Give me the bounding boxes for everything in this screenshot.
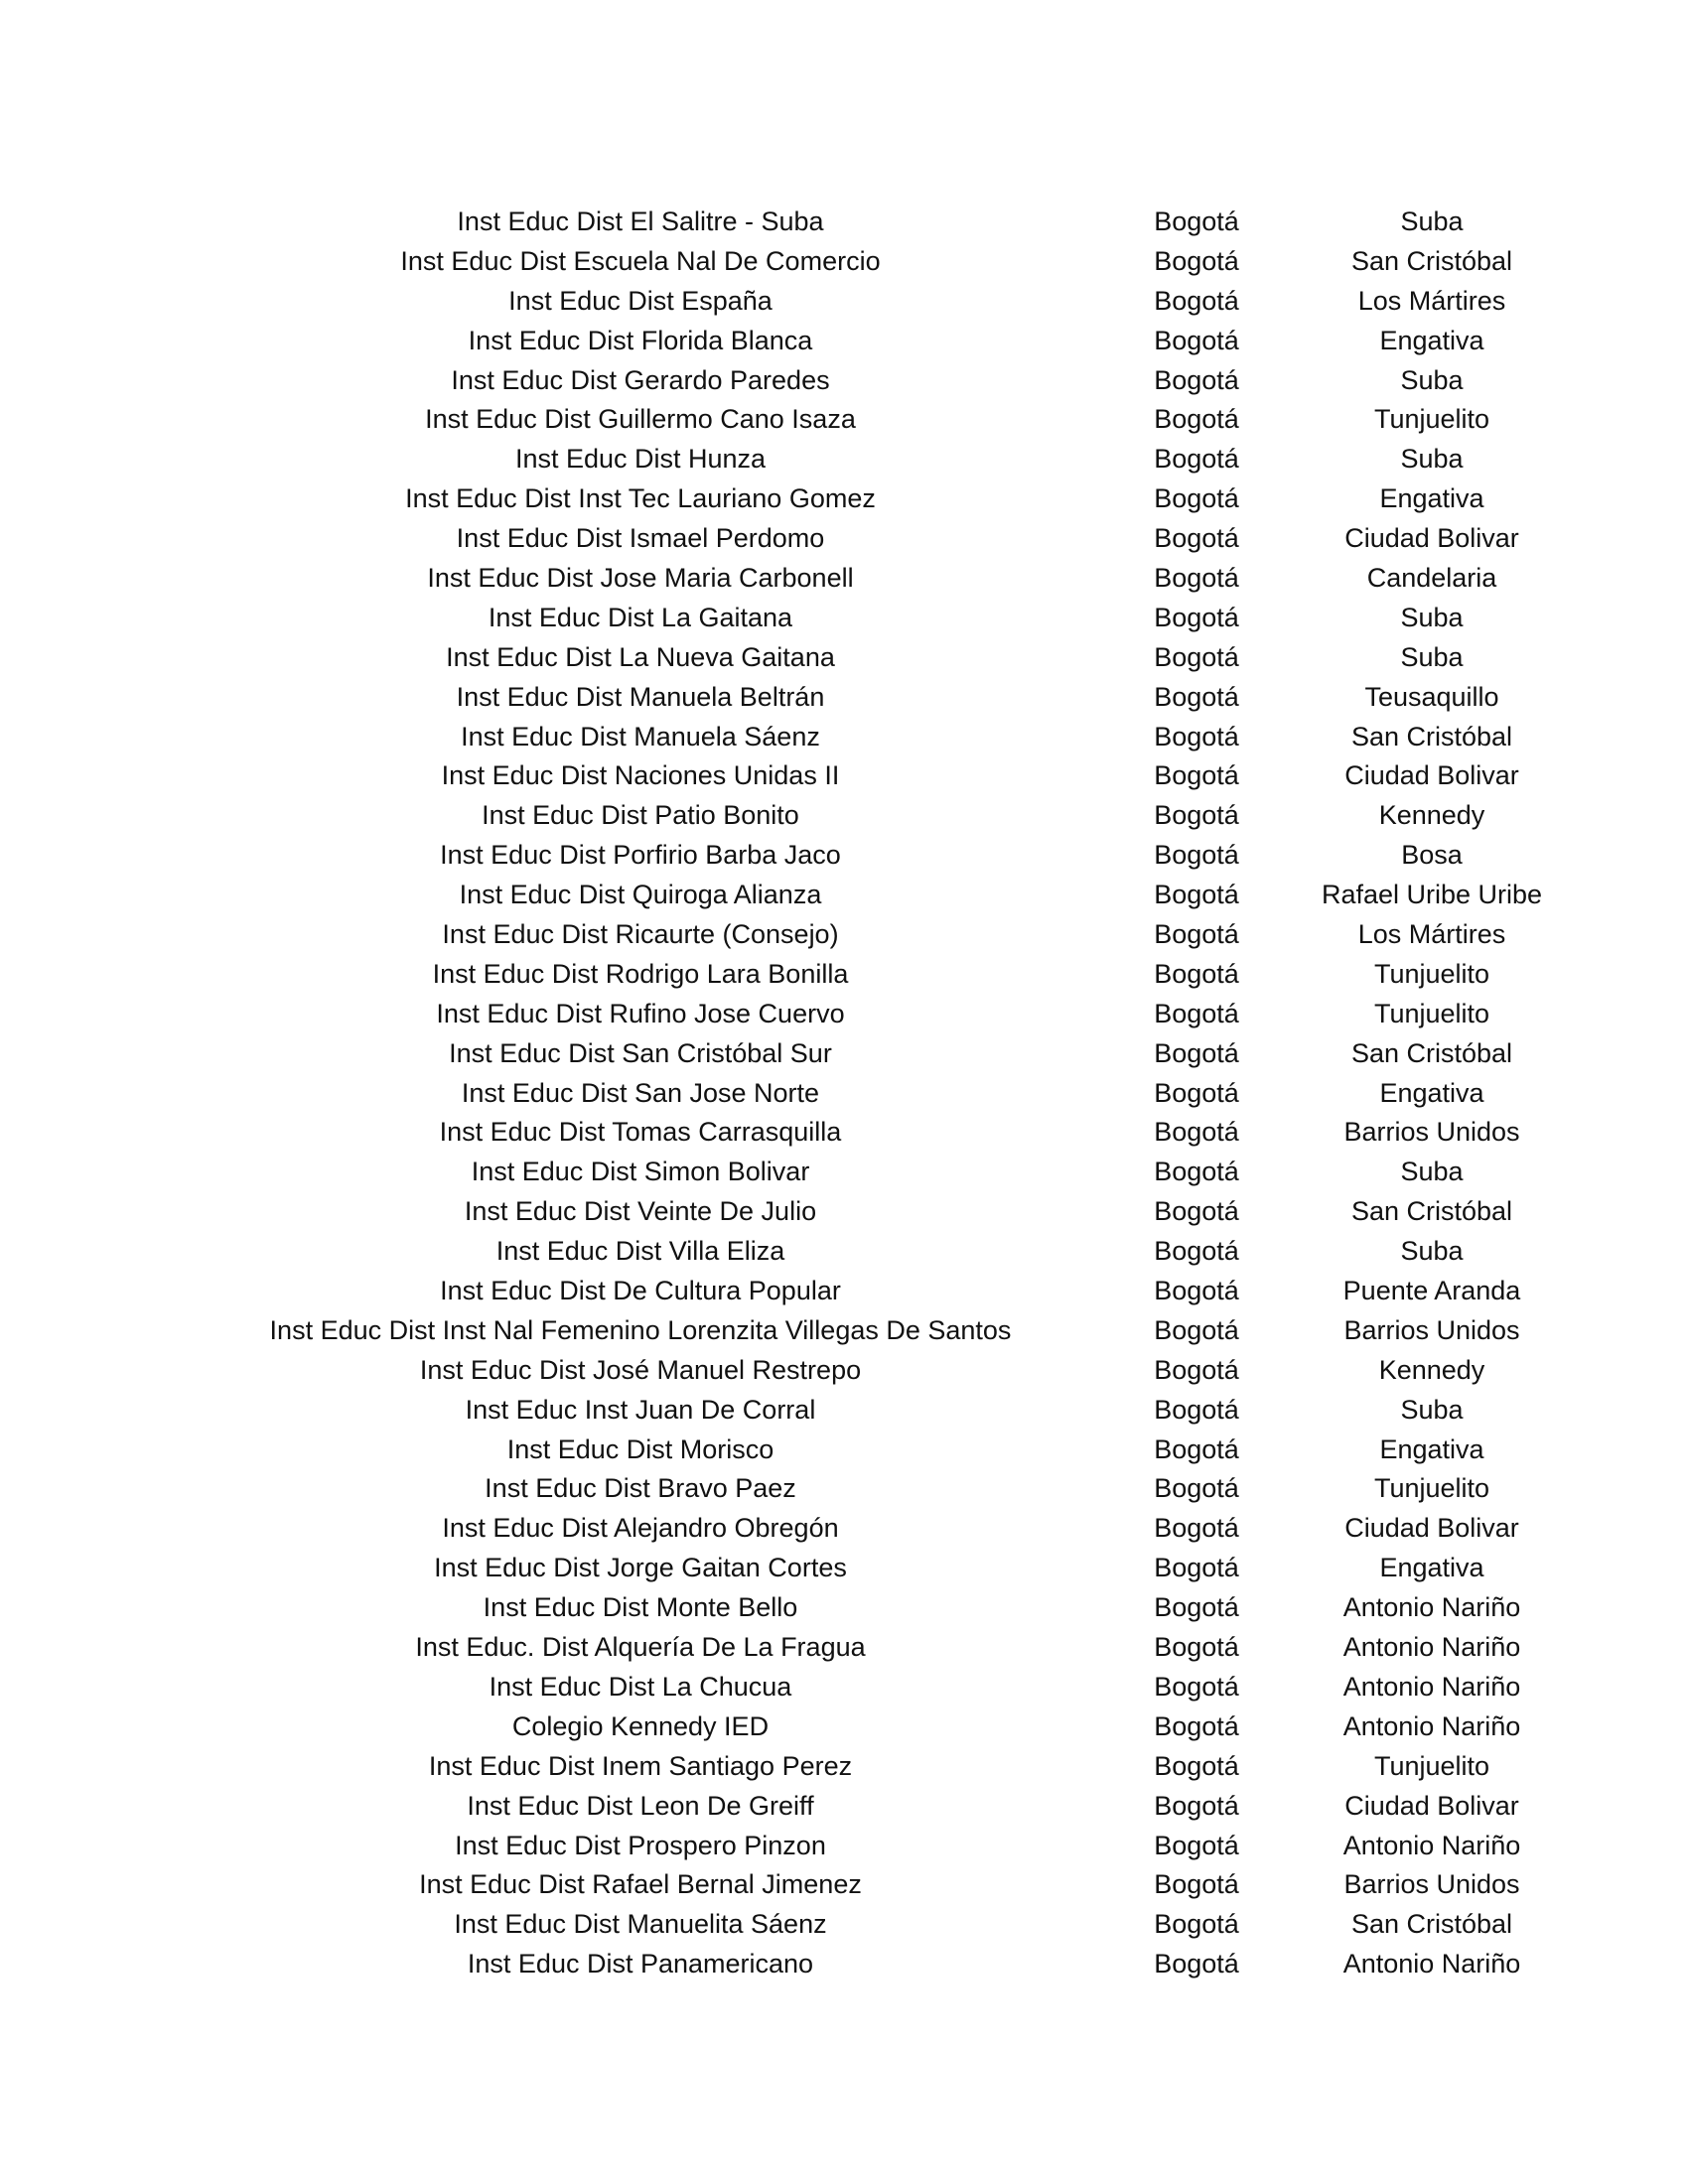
table-row — [0, 1827, 1688, 1866]
table-row — [0, 1470, 1688, 1510]
table-row — [0, 1668, 1688, 1707]
table-row — [0, 1232, 1688, 1272]
city-cell: Bogotá — [1154, 444, 1239, 475]
institution-name-cell: Inst Educ Dist La Gaitana — [488, 602, 793, 632]
institution-name-cell: Inst Educ Dist Rafael Bernal Jimenez — [419, 1869, 862, 1900]
city-cell: Bogotá — [1154, 1077, 1239, 1108]
table-row — [0, 1588, 1688, 1628]
institution-name-cell: Inst Educ Dist La Nueva Gaitana — [446, 641, 835, 672]
city-cell: Bogotá — [1154, 1314, 1239, 1345]
table-row — [0, 1787, 1688, 1827]
locality-cell: Engativa — [1379, 1553, 1484, 1583]
table-row — [0, 1153, 1688, 1192]
table-row — [0, 1549, 1688, 1588]
city-cell: Bogotá — [1154, 1750, 1239, 1781]
city-cell: Bogotá — [1154, 880, 1239, 910]
locality-cell: Rafael Uribe Uribe — [1321, 880, 1543, 910]
locality-cell: Ciudad Bolivar — [1344, 1790, 1519, 1821]
institution-name-cell: Inst Educ Dist Manuela Beltrán — [456, 681, 825, 712]
table-row — [0, 1272, 1688, 1311]
table-row — [0, 756, 1688, 796]
table-row — [0, 440, 1688, 479]
city-cell: Bogotá — [1154, 523, 1239, 554]
table-row — [0, 1034, 1688, 1074]
institution-name-cell: Inst Educ Dist Monte Bello — [483, 1592, 798, 1623]
institution-name-cell: Inst Educ. Dist Alquería De La Fragua — [415, 1632, 866, 1663]
table-row — [0, 836, 1688, 876]
institution-name-cell: Inst Educ Dist Quiroga Alianza — [459, 880, 822, 910]
table-row — [0, 519, 1688, 559]
institution-name-cell: Inst Educ Dist Florida Blanca — [468, 325, 813, 355]
locality-cell: Teusaquillo — [1364, 681, 1499, 712]
city-cell: Bogotá — [1154, 1196, 1239, 1227]
locality-cell: Suba — [1400, 444, 1464, 475]
locality-cell: Engativa — [1379, 1433, 1484, 1464]
city-cell: Bogotá — [1154, 1909, 1239, 1940]
city-cell: Bogotá — [1154, 1354, 1239, 1385]
locality-cell: Barrios Unidos — [1343, 1869, 1520, 1900]
table-row — [0, 1351, 1688, 1391]
locality-cell: Antonio Nariño — [1342, 1949, 1521, 1979]
locality-cell: Ciudad Bolivar — [1344, 1513, 1519, 1544]
city-cell: Bogotá — [1154, 245, 1239, 276]
institution-name-cell: Inst Educ Dist Morisco — [506, 1433, 774, 1464]
table-row — [0, 479, 1688, 519]
table-row — [0, 995, 1688, 1034]
city-cell: Bogotá — [1154, 1830, 1239, 1860]
institution-name-cell: Inst Educ Dist Guillermo Cano Isaza — [425, 404, 856, 435]
institution-name-cell: Inst Educ Dist Patio Bonito — [482, 800, 799, 831]
locality-cell: Engativa — [1379, 483, 1484, 514]
table-row — [0, 1431, 1688, 1470]
city-cell: Bogotá — [1154, 1117, 1239, 1148]
table-row — [0, 1391, 1688, 1431]
table-row — [0, 678, 1688, 718]
institution-name-cell: Inst Educ Dist Manuela Sáenz — [461, 721, 820, 751]
institution-name-cell: Inst Educ Dist Rodrigo Lara Bonilla — [432, 958, 849, 989]
table-row — [0, 876, 1688, 915]
locality-cell: Puente Aranda — [1342, 1276, 1521, 1306]
locality-cell: Engativa — [1379, 1077, 1484, 1108]
locality-cell: Tunjuelito — [1373, 958, 1490, 989]
institution-name-cell: Inst Educ Dist José Manuel Restrepo — [419, 1354, 862, 1385]
table-row — [0, 638, 1688, 678]
locality-cell: Tunjuelito — [1373, 404, 1490, 435]
table-row — [0, 1905, 1688, 1945]
table-row — [0, 322, 1688, 361]
locality-cell: Engativa — [1379, 325, 1484, 355]
institution-name-cell: Inst Educ Dist La Chucua — [489, 1671, 792, 1702]
locality-cell: Tunjuelito — [1373, 1750, 1490, 1781]
institution-name-cell: Inst Educ Dist De Cultura Popular — [440, 1276, 841, 1306]
city-cell: Bogotá — [1154, 1671, 1239, 1702]
institution-name-cell: Inst Educ Dist Simon Bolivar — [471, 1157, 810, 1187]
table-row — [0, 1074, 1688, 1114]
table-row — [0, 1707, 1688, 1747]
locality-cell: Antonio Nariño — [1342, 1632, 1521, 1663]
city-cell: Bogotá — [1154, 1869, 1239, 1900]
table-row — [0, 1311, 1688, 1351]
city-cell: Bogotá — [1154, 721, 1239, 751]
city-cell: Bogotá — [1154, 919, 1239, 950]
city-cell: Bogotá — [1154, 1473, 1239, 1504]
table-row — [0, 1865, 1688, 1905]
city-cell: Bogotá — [1154, 800, 1239, 831]
city-cell: Bogotá — [1154, 602, 1239, 632]
city-cell: Bogotá — [1154, 1710, 1239, 1741]
locality-cell: San Cristóbal — [1350, 245, 1513, 276]
locality-cell: Tunjuelito — [1373, 1473, 1490, 1504]
institution-name-cell: Inst Educ Dist Manuelita Sáenz — [454, 1909, 827, 1940]
institution-name-cell: Inst Educ Dist Rufino Jose Cuervo — [436, 998, 845, 1028]
city-cell: Bogotá — [1154, 1949, 1239, 1979]
institution-name-cell: Inst Educ Dist Prospero Pinzon — [455, 1830, 826, 1860]
city-cell: Bogotá — [1154, 760, 1239, 791]
locality-cell: Los Mártires — [1357, 285, 1506, 316]
city-cell: Bogotá — [1154, 1632, 1239, 1663]
institution-name-cell: Inst Educ Dist Veinte De Julio — [464, 1196, 817, 1227]
institution-name-cell: Inst Educ Dist Escuela Nal De Comercio — [400, 245, 881, 276]
table-row — [0, 955, 1688, 995]
institution-name-cell: Inst Educ Dist España — [508, 285, 773, 316]
institution-name-cell: Inst Educ Inst Juan De Corral — [465, 1394, 816, 1425]
locality-cell: Antonio Nariño — [1342, 1671, 1521, 1702]
table-row — [0, 203, 1688, 242]
institution-name-cell: Inst Educ Dist Leon De Greiff — [467, 1790, 814, 1821]
institution-table — [0, 203, 1688, 1984]
city-cell: Bogotá — [1154, 404, 1239, 435]
institution-name-cell: Inst Educ Dist Inst Tec Lauriano Gomez — [405, 483, 876, 514]
institution-name-cell: Inst Educ Dist Alejandro Obregón — [442, 1513, 839, 1544]
city-cell: Bogotá — [1154, 998, 1239, 1028]
table-row — [0, 559, 1688, 599]
locality-cell: San Cristóbal — [1350, 721, 1513, 751]
city-cell: Bogotá — [1154, 1513, 1239, 1544]
institution-name-cell: Inst Educ Dist Jose Maria Carbonell — [427, 563, 854, 593]
table-row — [0, 915, 1688, 955]
city-cell: Bogotá — [1154, 681, 1239, 712]
institution-name-cell: Colegio Kennedy IED — [511, 1710, 770, 1741]
institution-name-cell: Inst Educ Dist El Salitre - Suba — [457, 205, 824, 236]
locality-cell: Suba — [1400, 641, 1464, 672]
city-cell: Bogotá — [1154, 840, 1239, 871]
table-row — [0, 718, 1688, 757]
institution-name-cell: Inst Educ Dist Inem Santiago Perez — [428, 1750, 853, 1781]
institution-name-cell: Inst Educ Dist Inst Nal Femenino Lorenzita Villegas De Santos — [269, 1314, 1012, 1345]
locality-cell: Tunjuelito — [1373, 998, 1490, 1028]
locality-cell: Suba — [1400, 205, 1464, 236]
institution-name-cell: Inst Educ Dist Panamericano — [467, 1949, 814, 1979]
institution-name-cell: Inst Educ Dist Bravo Paez — [485, 1473, 796, 1504]
locality-cell: San Cristóbal — [1350, 1909, 1513, 1940]
institution-name-cell: Inst Educ Dist Ismael Perdomo — [456, 523, 825, 554]
city-cell: Bogotá — [1154, 325, 1239, 355]
locality-cell: Barrios Unidos — [1343, 1117, 1520, 1148]
table-row — [0, 1945, 1688, 1984]
locality-cell: San Cristóbal — [1350, 1037, 1513, 1068]
table-row — [0, 599, 1688, 638]
city-cell: Bogotá — [1154, 1592, 1239, 1623]
locality-cell: Antonio Nariño — [1342, 1710, 1521, 1741]
city-cell: Bogotá — [1154, 1553, 1239, 1583]
city-cell: Bogotá — [1154, 1790, 1239, 1821]
locality-cell: Ciudad Bolivar — [1344, 760, 1519, 791]
table-row — [0, 1747, 1688, 1787]
table-row — [0, 361, 1688, 401]
institution-name-cell: Inst Educ Dist Ricaurte (Consejo) — [442, 919, 839, 950]
table-row — [0, 796, 1688, 836]
locality-cell: Kennedy — [1378, 800, 1485, 831]
institution-name-cell: Inst Educ Dist Naciones Unidas II — [441, 760, 840, 791]
city-cell: Bogotá — [1154, 364, 1239, 395]
institution-name-cell: Inst Educ Dist Jorge Gaitan Cortes — [434, 1553, 847, 1583]
city-cell: Bogotá — [1154, 205, 1239, 236]
locality-cell: Ciudad Bolivar — [1344, 523, 1519, 554]
locality-cell: Suba — [1400, 1157, 1464, 1187]
locality-cell: Los Mártires — [1357, 919, 1506, 950]
institution-name-cell: Inst Educ Dist Villa Eliza — [495, 1236, 785, 1267]
locality-cell: Barrios Unidos — [1343, 1314, 1520, 1345]
city-cell: Bogotá — [1154, 1037, 1239, 1068]
table-row — [0, 1113, 1688, 1153]
locality-cell: San Cristóbal — [1350, 1196, 1513, 1227]
institution-name-cell: Inst Educ Dist Hunza — [514, 444, 767, 475]
table-row — [0, 242, 1688, 282]
city-cell: Bogotá — [1154, 285, 1239, 316]
locality-cell: Bosa — [1401, 840, 1463, 871]
table-row — [0, 400, 1688, 440]
locality-cell: Candelaria — [1366, 563, 1497, 593]
city-cell: Bogotá — [1154, 1236, 1239, 1267]
table-row — [0, 1509, 1688, 1549]
locality-cell: Kennedy — [1378, 1354, 1485, 1385]
locality-cell: Suba — [1400, 364, 1464, 395]
table-row — [0, 1192, 1688, 1232]
table-row — [0, 282, 1688, 322]
city-cell: Bogotá — [1154, 958, 1239, 989]
city-cell: Bogotá — [1154, 1394, 1239, 1425]
institution-name-cell: Inst Educ Dist Porfirio Barba Jaco — [440, 840, 841, 871]
city-cell: Bogotá — [1154, 641, 1239, 672]
city-cell: Bogotá — [1154, 1433, 1239, 1464]
locality-cell: Antonio Nariño — [1342, 1592, 1521, 1623]
locality-cell: Suba — [1400, 1236, 1464, 1267]
institution-name-cell: Inst Educ Dist San Cristóbal Sur — [449, 1037, 832, 1068]
institution-name-cell: Inst Educ Dist San Jose Norte — [461, 1077, 820, 1108]
locality-cell: Antonio Nariño — [1342, 1830, 1521, 1860]
institution-name-cell: Inst Educ Dist Tomas Carrasquilla — [439, 1117, 842, 1148]
city-cell: Bogotá — [1154, 1276, 1239, 1306]
locality-cell: Suba — [1400, 602, 1464, 632]
city-cell: Bogotá — [1154, 483, 1239, 514]
city-cell: Bogotá — [1154, 1157, 1239, 1187]
city-cell: Bogotá — [1154, 563, 1239, 593]
institution-name-cell: Inst Educ Dist Gerardo Paredes — [451, 364, 830, 395]
locality-cell: Suba — [1400, 1394, 1464, 1425]
table-row — [0, 1628, 1688, 1668]
